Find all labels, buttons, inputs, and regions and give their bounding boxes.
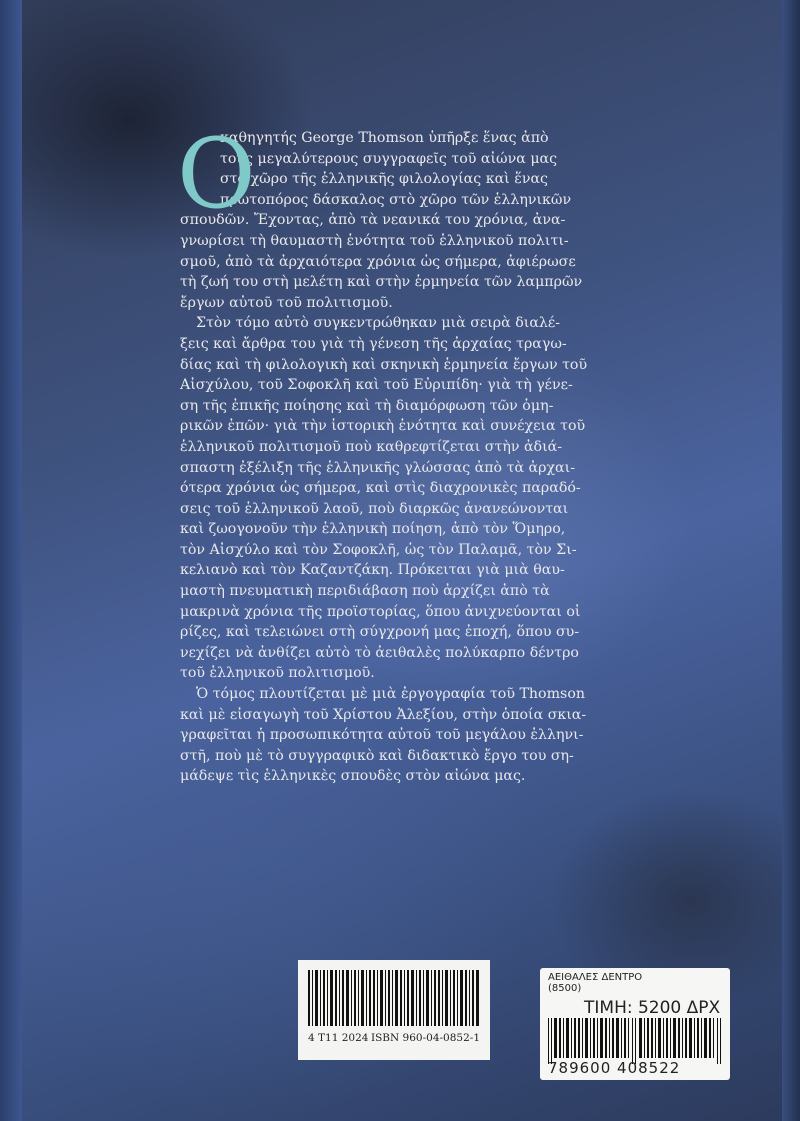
sticker-barcode-bars [548,1018,724,1064]
sticker-code: (8500) [548,983,582,994]
barcode-bars [308,970,480,1026]
isbn-text: ISBN 960-04-0852-1 [370,1032,480,1044]
text-line: τοῦ ἑλληνικοῦ πολιτισμοῦ. [180,665,375,682]
cover-right-edge [782,0,800,1121]
blurb-paragraph-3 [180,684,610,787]
sticker-title: ΑΕΙΘΑΛΕΣ ΔΕΝΤΡΟ [548,972,643,983]
spine-edge [0,0,22,1121]
blurb-paragraph-2 [180,313,610,684]
text-line: γνωρίσει τὴ θαυμαστὴ ἑνότητα τοῦ ἑλληνικοῦ πολιτι- [180,232,569,249]
text-line: Ὁ τόμος πλουτίζεται μὲ μιὰ ἐργογραφία τοῦ Thomson [196,686,586,703]
barcode-code: 4 T11 2024 [308,1032,369,1044]
text-line: κελιανὸ καὶ τὸν Καζαντζάκη. Πρόκειται γιὰ μιὰ θαυ- [180,562,565,579]
drop-cap: Ο [177,118,256,230]
text-line: σεις τοῦ ἑλληνικοῦ λαοῦ, ποὺ διαρκῶς ἀνανεώνονται [180,500,569,517]
text-line: σπουδῶν. Ἔχοντας, ἀπὸ τὰ νεανικά του χρόνια, ἀνα- [180,212,566,229]
text-line: στῆ, ποὺ μὲ τὸ συγγραφικὸ καὶ διδακτικὸ ἔργο του ση- [180,747,574,764]
text-line: ἑλληνικοῦ πολιτισμοῦ ποὺ καθρεφτίζεται στὴν ἀδιά- [180,438,563,455]
publisher-barcode [298,960,490,1060]
text-line: ότερα χρόνια ὡς σήμερα, καὶ στὶς διαχρονικὲς παραδό- [180,480,581,497]
sticker-price: ΤΙΜΗ: 5200 ΔΡΧ [584,998,721,1018]
blurb-text [177,118,610,787]
text-line: μαστὴ πνευματικὴ περιδιάβαση ποὺ ἀρχίζει ἀπὸ τὰ [180,583,550,600]
text-line: Αἰσχύλου, τοῦ Σοφοκλῆ καὶ τοῦ Εὐριπίδη· γιὰ τὴ γένε- [180,377,573,394]
text-line: σπαστη ἐξέλιξη τῆς ἑλληνικῆς γλώσσας ἀπὸ τὰ ἀρχαι- [180,459,575,476]
text-line: ἔργων αὐτοῦ τοῦ πολιτισμοῦ. [180,294,393,311]
text-line: ρικῶν ἐπῶν· γιὰ τὴν ἱστορικὴ ἑνότητα καὶ συνέχεια τοῦ [180,418,586,435]
text-line: στὸ χῶρο τῆς ἑλληνικῆς φιλολογίας καὶ ἕνας [220,171,548,188]
barcode-caption [308,1032,480,1044]
text-line: σμοῦ, ἀπὸ τὰ ἀρχαιότερα χρόνια ὡς σήμερα, ἀφιέρωσε [180,253,576,270]
text-line: μάδεψε τὶς ἑλληνικὲς σπουδὲς στὸν αἰώνα μας. [180,768,526,785]
text-line: ρίζες, καὶ τελειώνει στὴ σύγχρονή μας ἐποχή, ὅπου συ- [180,624,580,641]
text-line: μακρινὰ χρόνια τῆς προϊστορίας, ὅπου ἀνιχνεύονται οἱ [180,603,581,620]
text-line: Στὸν τόμο αὐτὸ συγκεντρώθηκαν μιὰ σειρὰ διαλέ- [196,315,561,332]
text-line: νεχίζει νὰ ἀνθίζει αὐτὸ τὸ ἀειθαλὲς πολύκαρπο δέντρο [180,644,579,661]
sticker-ean: 789600 408522 [548,1059,681,1077]
text-line: γραφεῖται ἡ προσωπικότητα αὐτοῦ τοῦ μεγάλου ἑλληνι- [180,727,584,744]
text-line: ση τῆς ἐπικῆς ποίησης καὶ τὴ διαμόρφωση τῶν ὁμη- [180,397,554,414]
text-line: πρωτοπόρος δάσκαλος στὸ χῶρο τῶν ἑλληνικῶν [220,191,572,208]
text-line: ξεις καὶ ἄρθρα του γιὰ τὴ γένεση τῆς ἀρχαίας τραγω- [180,335,567,352]
text-line: καθηγητής George Thomson ὑπῆρξε ἕνας ἀπὸ [220,130,549,146]
text-line: δίας καὶ τὴ φιλολογικὴ καὶ σκηνικὴ ἑρμηνεία ἔργων τοῦ [180,356,588,373]
text-line: τὴ ζωή του στὴ μελέτη καὶ στὴν ἑρμηνεία τῶν λαμπρῶν [180,274,583,291]
price-sticker [540,968,730,1080]
text-line: τὸν Αἰσχύλο καὶ τὸν Σοφοκλῆ, ὡς τὸν Παλαμᾶ, τὸν Σι- [180,541,577,558]
text-line: τοὺς μεγαλύτερους συγγραφεῖς τοῦ αἰώνα μας [220,150,558,167]
text-line: καὶ ζωογονοῦν τὴν ἑλληνικὴ ποίηση, ἀπὸ τὸν Ὅμηρο, [180,521,566,538]
text-line: καὶ μὲ εἰσαγωγὴ τοῦ Χρίστου Ἀλεξίου, στὴν ὁποία σκια- [180,706,587,723]
